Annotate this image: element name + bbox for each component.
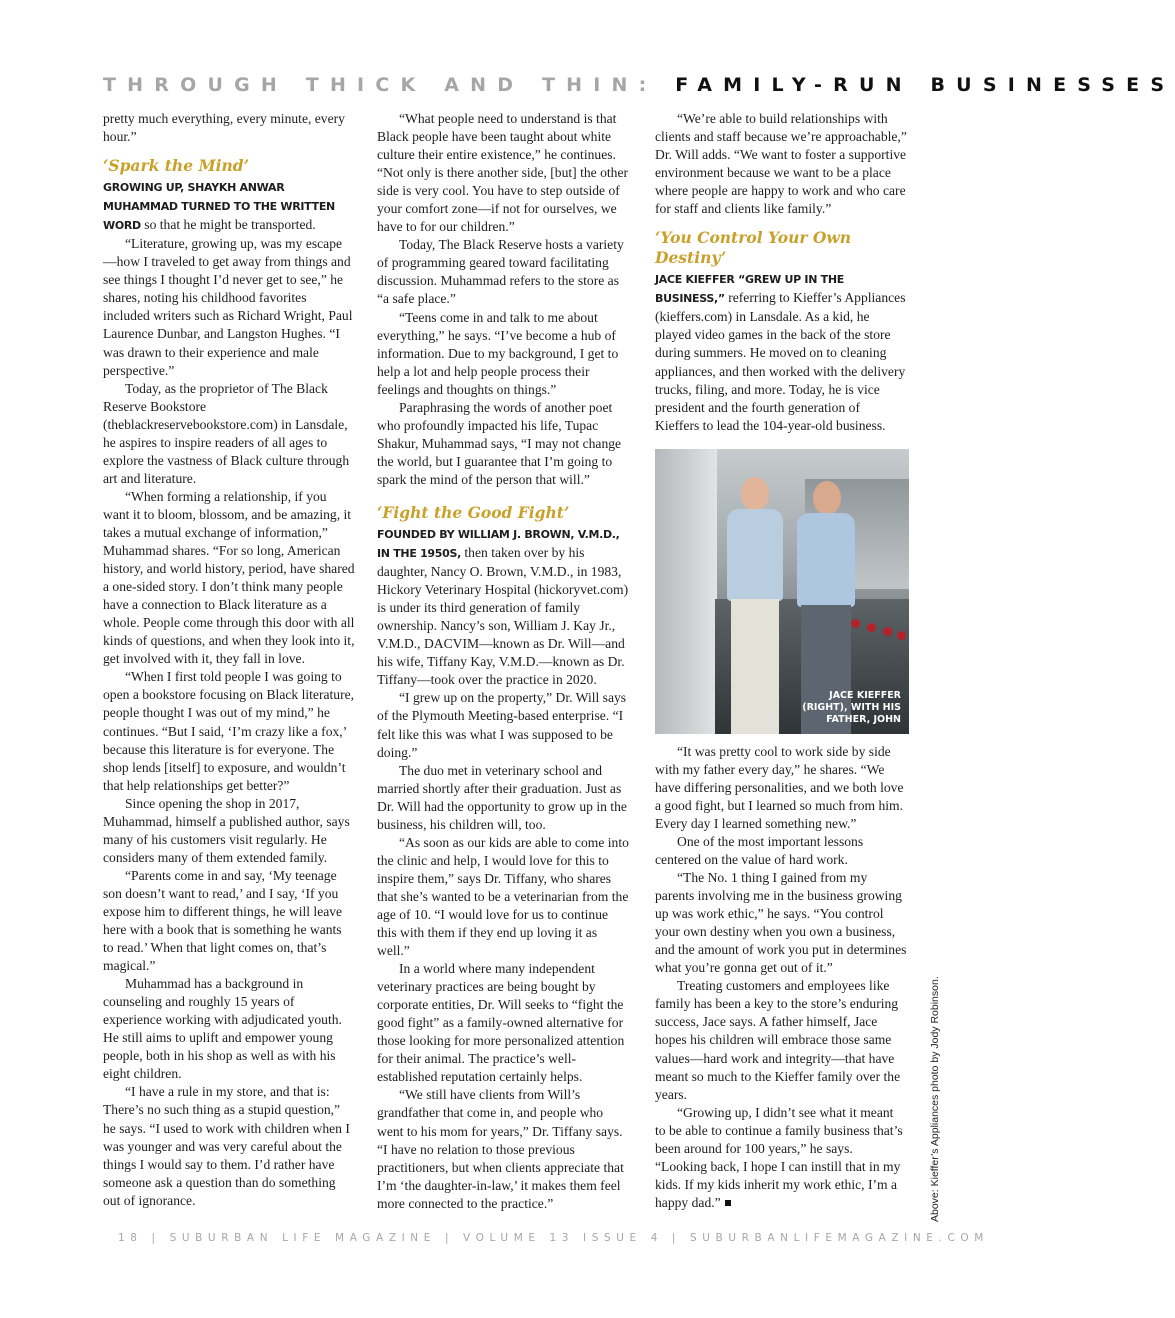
paragraph: “When I first told people I was going to open a bookstore focusing on Black literature, people thought I was out of my mind,” he continues. “But I said, ‘I’m crazy like a fox,’ because this literature is for everyone. The shop lends [itself] to exposure, and wouldn’t that help relationships get better?” bbox=[103, 669, 355, 793]
father-pants bbox=[731, 599, 779, 734]
photo-credit: Above: Kieffer’s Appliances photo by Jody Robinson. bbox=[929, 976, 941, 1222]
paragraph: Paraphrasing the words of another poet who profoundly impacted his life, Tupac Shakur, Muhammad says, “I may not change the world, but I guarantee that I’m going to spark the mind of the person that will.” bbox=[377, 399, 622, 487]
paragraph: One of the most important lessons centered on the value of hard work. bbox=[655, 833, 864, 867]
paragraph: “It was pretty cool to work side by side with my father every day,” he shares. “We have differing personalities, and we both love a good fight, but I learned so much from him. Every day I learned something new.” bbox=[655, 743, 904, 831]
lead-paragraph bbox=[103, 178, 355, 235]
photo-knob bbox=[897, 631, 906, 640]
paragraph: Today, as the proprietor of The Black Reserve Bookstore (theblackreservebookstore.com) in Lansdale, he aspires to inspire readers of all ages to explore the vastness of Black culture through art and literature. bbox=[103, 380, 350, 486]
paragraph: Today, The Black Reserve hosts a variety of programming geared toward facilitating discussion. Muhammad refers to the store as “a safe place.” bbox=[377, 237, 624, 307]
jace-shirt bbox=[797, 513, 855, 607]
paragraph: “I grew up on the property,” Dr. Will says of the Plymouth Meeting-based enterprise. “I felt like this was what I was supposed to be doing.” bbox=[377, 690, 627, 760]
photo-cabinet bbox=[655, 449, 717, 734]
section-header-dark: FAMILY-RUN BUSINESSES bbox=[675, 74, 1175, 96]
paragraph: pretty much everything, every minute, every hour.” bbox=[103, 111, 345, 145]
article-column-2 bbox=[377, 110, 629, 1213]
section-header-light: THROUGH THICK AND THIN: bbox=[103, 74, 658, 96]
article-column-1 bbox=[103, 110, 355, 1210]
lead-in: GROWING UP, SHAYKH ANWAR MUHAMMAD TURNED TO THE WRITTEN WORD bbox=[103, 181, 335, 233]
paragraph: “The No. 1 thing I gained from my parents involving me in the business growing up was work ethic,” he says. “You control your own destiny when you own a business, and the amount of work you put in determines what you’re gonna get out of it.” bbox=[655, 870, 907, 976]
paragraph: “I have a rule in my store, and that is: There’s no such thing as a stupid question,” he says. “I used to work with children when I was younger and was very careful about the things I would say to them. I’d rather have someone ask a question than do something out of ignorance. bbox=[103, 1084, 350, 1208]
paragraph: “Teens come in and talk to me about everything,” he says. “I’ve become a hub of information. Due to my background, I get to help a lot and help people process their feelings and thoughts on things.” bbox=[377, 309, 619, 397]
lead-paragraph bbox=[377, 525, 629, 689]
paragraph-text: “Growing up, I didn’t see what it meant to be able to continue a family business that’s been around for 100 years,” he says. “Looking back, I hope I can instill that in my kids. If my kids inherit my work ethic, I’m a happy dad.” bbox=[655, 1104, 903, 1210]
article-column-3 bbox=[655, 110, 907, 1212]
paragraph: “What people need to understand is that Black people have been taught about white culture their entire existence,” he continues. “Not only is there another side, [but] the other side is very cool. You have to step outside of your comfort zone—if not for ourselves, we have to for our children.” bbox=[377, 111, 629, 235]
father-shirt bbox=[727, 509, 783, 601]
paragraph: Muhammad has a background in counseling and roughly 15 years of experience working with adjudicated youth. He still aims to uplift and empower young people, both in his shop as well as with his eight children. bbox=[103, 976, 342, 1082]
paragraph: “When forming a relationship, if you want it to bloom, blossom, and be amazing, it takes a mutual exchange of information,” Muhammad shares. “For so long, American history, and world history, period, have shared a one-sided story. I don’t think many people have a connection to Black literature as a whole. People come through this door with all kinds of questions, and when they look into it, get involved with it, they fall in love. bbox=[103, 488, 355, 667]
subheading-spark-the-mind: ‘Spark the Mind’ bbox=[103, 156, 250, 176]
lead-text: then taken over by his daughter, Nancy O. Brown, V.M.D., in 1983, Hickory Veterinary Hospital (hickoryvet.com) is under its third generation of family ownership. Nancy’s son, William J. Kay Jr., V.M.D., DACVIM—known as Dr. Will—and his wife, Tiffany Kay, V.M.D.—known as Dr. Tiffany—took over the practice in 2020. bbox=[377, 545, 629, 688]
lead-paragraph bbox=[655, 270, 907, 434]
photo-knob bbox=[867, 623, 876, 632]
subheading-you-control-your-own-destiny: ‘You Control Your Own Destiny’ bbox=[655, 228, 852, 268]
father-head bbox=[741, 477, 769, 511]
subheading-fight-the-good-fight: ‘Fight the Good Fight’ bbox=[377, 502, 570, 522]
paragraph: In a world where many independent veterinary practices are being bought by corporate entities, Dr. Will seeks to “fight the good fight” as a family-owned alternative for those looking for more personalized attention for their animal. The practice’s well-established reputation certainly helps. bbox=[377, 961, 625, 1085]
paragraph: “As soon as our kids are able to come into the clinic and help, I would love for this to inspire them,” says Dr. Tiffany, who shares that she’s wanted to be a veterinarian from the age of 10. “I would love for us to continue this with them if they end up loving it as well.” bbox=[377, 834, 629, 959]
paragraph: The duo met in veterinary school and married shortly after their graduation. Just as Dr. Will had the opportunity to grow up in the business, his children will, too. bbox=[377, 762, 627, 832]
photo-father bbox=[723, 477, 787, 734]
lead-text: referring to Kieffer’s Appliances (kieffers.com) in Lansdale. As a kid, he played video games in the back of the store during summers. He moved on to cleaning appliances, and then worked with the delivery trucks, filing, and more. Today, he is vice president and the fourth generation of Kieffers to lead the 104-year-old business. bbox=[655, 290, 906, 433]
paragraph: Since opening the shop in 2017, Muhammad, himself a published author, says many of his customers visit regularly. He considers many of them extended family. bbox=[103, 795, 350, 865]
page-footer: 18 | SUBURBAN LIFE MAGAZINE | VOLUME 13 ISSUE 4 | SUBURBANLIFEMAGAZINE.COM bbox=[118, 1232, 989, 1244]
photo-knob bbox=[883, 627, 892, 636]
paragraph: Treating customers and employees like family has been a key to the store’s enduring success, Jace says. A father himself, Jace hopes his children will embrace those same values—hard work and integrity—that have meant so much to the Kieffer family over the years. bbox=[655, 978, 901, 1102]
section-header bbox=[103, 74, 1175, 104]
lead-text: so that he might be transported. bbox=[140, 217, 316, 233]
paragraph: “Parents come in and say, ‘My teenage son doesn’t want to read,’ and I say, ‘If you expose him to different things, he will leave here with a book that is something he wants to read.’ When that light comes on, that’s magical.” bbox=[103, 867, 343, 974]
lead-in: JACE KIEFFER “GREW UP IN THE BUSINESS,” bbox=[655, 273, 844, 306]
paragraph: “We still have clients from Will’s grandfather that come in, and people who went to his mom for years,” Dr. Tiffany says. “I have no relation to those previous practitioners, but when clients appreciate that I’m ‘the daughter-in-law,’ it makes them feel more connected to the practice.” bbox=[377, 1087, 624, 1211]
paragraph: “We’re able to build relationships with clients and staff because we’re approachable,” Dr. Will adds. “We want to foster a supportive environment because we want to be a place where people are happy to work and who care for staff and clients like family.” bbox=[655, 111, 907, 217]
jace-head bbox=[813, 481, 841, 515]
paragraph: “Literature, growing up, was my escape—how I traveled to get away from things and see things I thought I’d never get to see,” he shares, noting his childhood favorites included writers such as Richard Wright, Paul Laurence Dunbar, and Langston Hughes. “I was drawn to their experience and male perspective.” bbox=[103, 236, 353, 378]
photo-caption: JACE KIEFFER (RIGHT), WITH HIS FATHER, JOHN bbox=[802, 689, 901, 725]
kieffer-photo bbox=[655, 449, 909, 734]
lead-in: FOUNDED BY WILLIAM J. BROWN, V.M.D., IN THE 1950S, bbox=[377, 527, 620, 561]
end-mark bbox=[725, 1200, 731, 1206]
last-paragraph bbox=[655, 1104, 907, 1212]
